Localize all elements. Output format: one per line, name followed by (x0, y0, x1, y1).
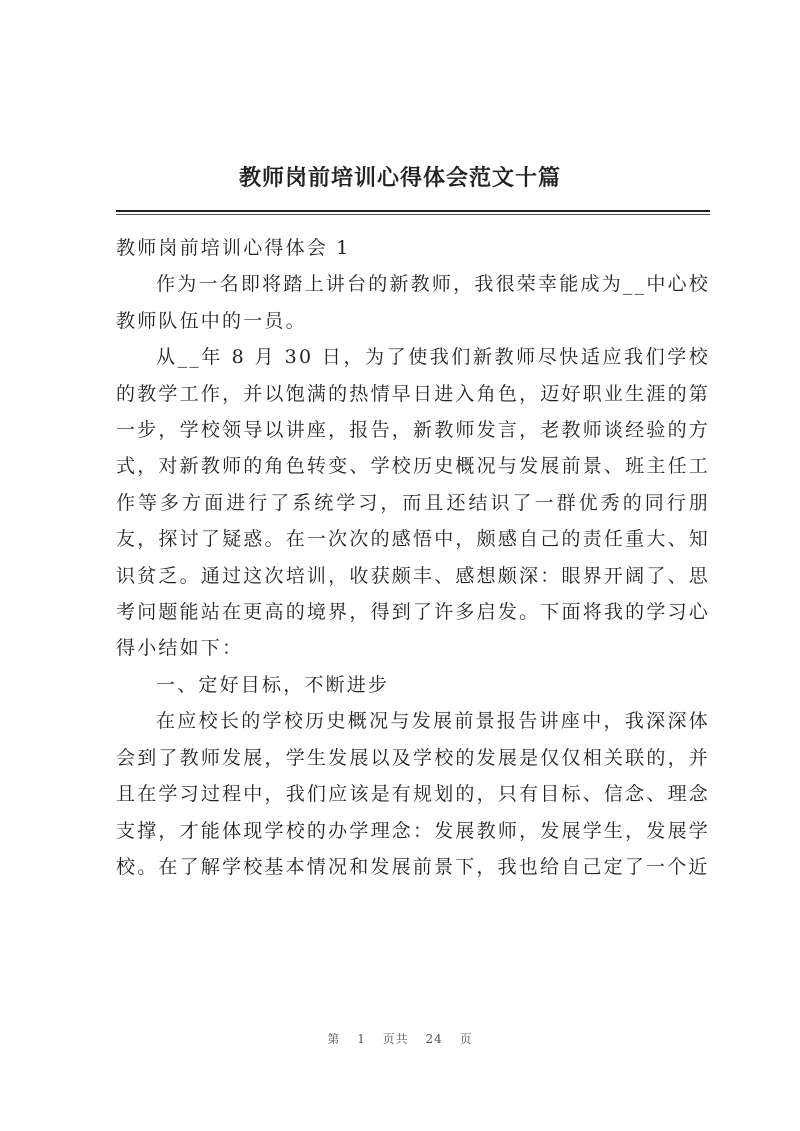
paragraph-intro: 作为一名即将踏上讲台的新教师，我很荣幸能成为__中心校教师队伍中的一员。 (116, 273, 710, 332)
title-divider-thin (116, 214, 710, 215)
title-divider-thick (116, 210, 710, 212)
paragraph-goals: 在应校长的学校历史概况与发展前景报告讲座中，我深深体会到了教师发展，学生发展以及学校的发展是仅仅相关联的，并且在学习过程中，我们应该是有规划的，只有目标、信念、理念支撑，才能体现学校的办学理念：发展教师，发展学生，发展学校。在了解学校基本情况和发展前景下，我也给自己定了一个近 (116, 710, 710, 878)
footer-label-pages: 页 (459, 1032, 473, 1046)
document-body (116, 230, 710, 885)
footer-current-page: 1 (357, 1032, 366, 1046)
section-heading: 教师岗前培训心得体会 1 (116, 237, 351, 259)
footer-label-of: 页共 (382, 1032, 409, 1046)
paragraph-training: 从__年 8 月 30 日，为了使我们新教师尽快适应我们学校的教学工作，并以饱满的热情早日进入角色，迈好职业生涯的第一步，学校领导以讲座，报告，新教师发言，老教师谈经验的方式，对新教师的角色转变、学校历史概况与发展前景、班主任工作等多方面进行了系统学习，而且还结识了一群优秀的同行朋友，探讨了疑惑。在一次次的感悟中，颇感自己的责任重大、知识贫乏。通过这次培训，收获颇丰、感想颇深：眼界开阔了、思考问题能站在更高的境界，得到了许多启发。下面将我的学习心得小结如下： (116, 346, 710, 660)
page-footer (0, 1030, 800, 1047)
footer-total-pages: 24 (425, 1032, 443, 1046)
document-title: 教师岗前培训心得体会范文十篇 (238, 165, 561, 191)
footer-label-page: 第 (327, 1032, 341, 1046)
subheading-goals: 一、定好目标，不断进步 (156, 673, 390, 696)
